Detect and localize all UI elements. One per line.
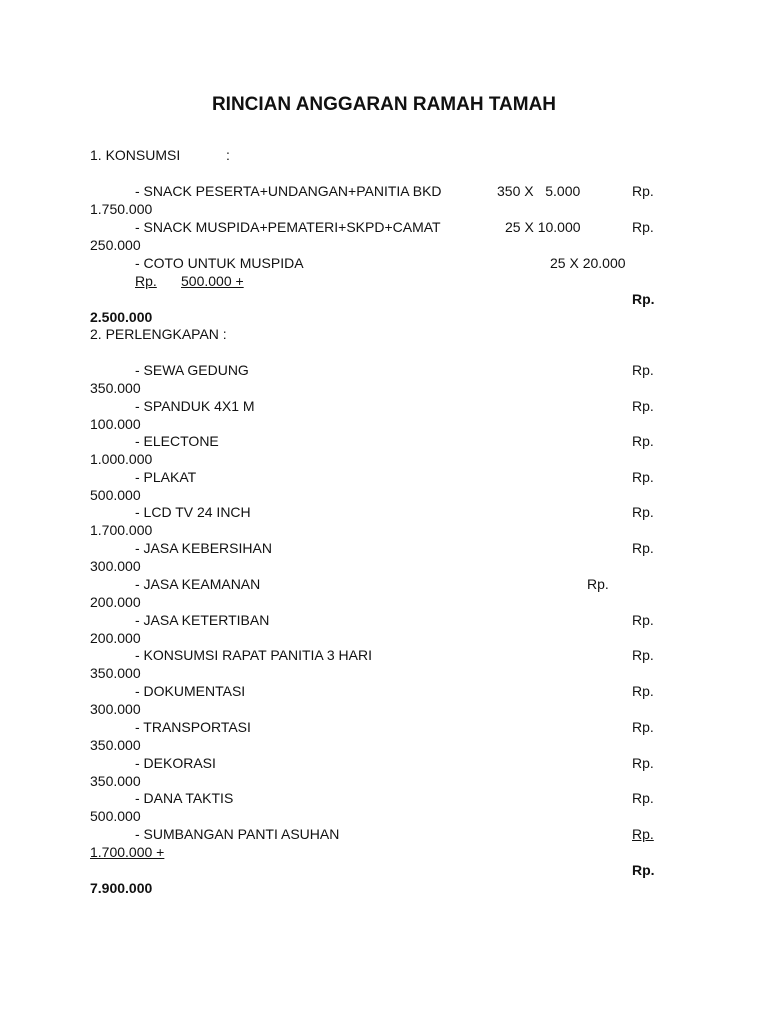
s2-item-label: - JASA KETERTIBAN <box>135 612 270 628</box>
s1-total-amount: 2.500.000 <box>90 309 153 325</box>
section1-heading: 1. KONSUMSI <box>90 147 181 163</box>
s1-item-currency: Rp. <box>632 219 654 235</box>
s2-item-currency: Rp. <box>632 504 654 520</box>
s2-item-currency: Rp. <box>632 362 654 378</box>
s2-item-amount: 300.000 <box>90 701 141 717</box>
s2-item-currency: Rp. <box>632 647 654 663</box>
s2-item-label: - PLAKAT <box>135 469 197 485</box>
s1-item-amount: 1.750.000 <box>90 201 153 217</box>
s1-item-qty: 350 X 5.000 <box>497 183 581 199</box>
s2-item-currency: Rp. <box>632 683 654 699</box>
s1-total-currency: Rp. <box>632 291 655 307</box>
s2-total-amount: 7.900.000 <box>90 880 153 896</box>
s2-item-label: - TRANSPORTASI <box>135 719 251 735</box>
s2-item-amount: 350.000 <box>90 665 141 681</box>
document-title: RINCIAN ANGGARAN RAMAH TAMAH <box>211 94 557 115</box>
section1-colon: : <box>226 147 230 163</box>
s2-total-currency: Rp. <box>632 862 655 878</box>
s2-item-label: - ELECTONE <box>135 433 219 449</box>
s1-item-amount: 250.000 <box>90 237 141 253</box>
s2-item-currency: Rp. <box>632 398 654 414</box>
s2-item-label: - SEWA GEDUNG <box>135 362 249 378</box>
s2-item-currency: Rp. <box>632 540 654 556</box>
s2-item-currency: Rp. <box>632 612 654 628</box>
s2-item-label: - DANA TAKTIS <box>135 790 234 806</box>
s2-item-amount: 1.700.000 <box>90 522 153 538</box>
s2-item-currency: Rp. <box>632 469 654 485</box>
s2-item-label: - JASA KEBERSIHAN <box>135 540 272 556</box>
s1-item-currency: Rp. <box>632 183 654 199</box>
section2-heading: 2. PERLENGKAPAN : <box>90 326 227 342</box>
s2-item-currency: Rp. <box>632 433 654 449</box>
s2-item-amount: 500.000 <box>90 487 141 503</box>
s2-item-currency: Rp. <box>632 755 654 771</box>
s2-item-amount: 1.700.000 + <box>90 844 165 860</box>
s2-item-currency: Rp. <box>632 790 654 806</box>
s2-item-label: - JASA KEAMANAN <box>135 576 261 592</box>
s2-item-amount: 1.000.000 <box>90 451 153 467</box>
s2-item-label: - DOKUMENTASI <box>135 683 246 699</box>
s2-item-amount: 500.000 <box>90 808 141 824</box>
s2-item-amount: 300.000 <box>90 558 141 574</box>
s1-item-label: - COTO UNTUK MUSPIDA <box>135 255 304 271</box>
s2-item-currency: Rp. <box>632 826 654 842</box>
s2-item-amount: 350.000 <box>90 380 141 396</box>
s1-item-amount: 500.000 + <box>181 273 244 289</box>
s1-item-qty: 25 X 20.000 <box>550 255 626 271</box>
s2-item-currency: Rp. <box>632 719 654 735</box>
s2-item-label: - DEKORASI <box>135 755 216 771</box>
s2-item-amount: 350.000 <box>90 737 141 753</box>
s1-item-qty: 25 X 10.000 <box>505 219 581 235</box>
s2-item-amount: 100.000 <box>90 416 141 432</box>
s2-item-label: - SUMBANGAN PANTI ASUHAN <box>135 826 340 842</box>
s2-item-amount: 200.000 <box>90 630 141 646</box>
s2-item-currency: Rp. <box>587 576 609 592</box>
s2-item-label: - LCD TV 24 INCH <box>135 504 251 520</box>
s2-item-amount: 350.000 <box>90 773 141 789</box>
s1-item-label: - SNACK MUSPIDA+PEMATERI+SKPD+CAMAT <box>135 219 441 235</box>
s2-item-label: - KONSUMSI RAPAT PANITIA 3 HARI <box>135 647 373 663</box>
s1-item-label: - SNACK PESERTA+UNDANGAN+PANITIA BKD <box>135 183 442 199</box>
s2-item-label: - SPANDUK 4X1 M <box>135 398 255 414</box>
s2-item-amount: 200.000 <box>90 594 141 610</box>
s1-item-currency: Rp. <box>135 273 157 289</box>
